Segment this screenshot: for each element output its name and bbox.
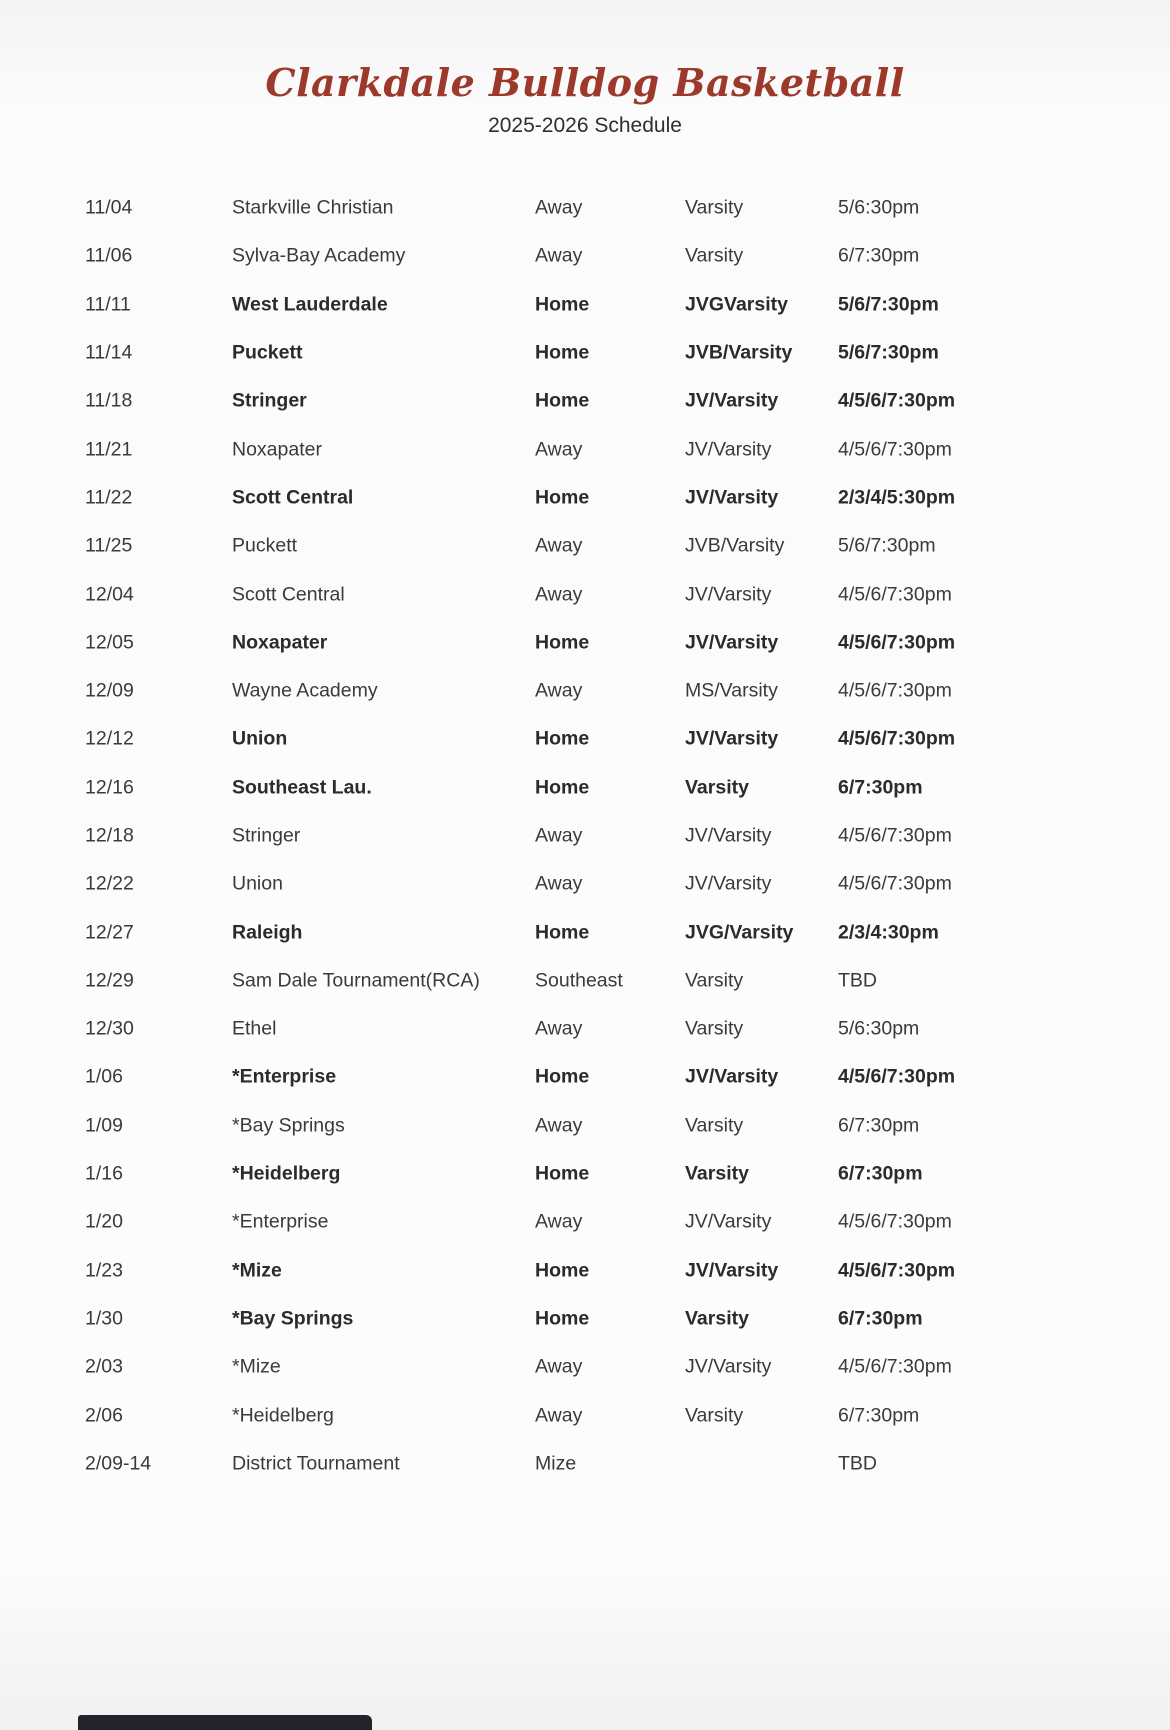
- game-level: JV/Varsity: [685, 438, 772, 461]
- game-location: Mize: [535, 1452, 577, 1475]
- game-time: 5/6/7:30pm: [838, 534, 936, 557]
- game-opponent: Raleigh: [232, 921, 303, 944]
- game-date: 11/06: [85, 244, 133, 267]
- game-opponent: Union: [232, 872, 283, 895]
- game-level: JV/Varsity: [685, 486, 779, 509]
- game-date: 11/11: [85, 293, 131, 316]
- game-opponent: District Tournament: [232, 1452, 400, 1475]
- game-opponent: Scott Central: [232, 583, 345, 606]
- game-time: 6/7:30pm: [838, 776, 923, 799]
- game-date: 12/27: [85, 921, 134, 944]
- game-date: 2/03: [85, 1355, 123, 1378]
- game-location: Away: [535, 872, 583, 895]
- game-date: 12/16: [85, 776, 134, 799]
- schedule-row: [0, 232, 1170, 280]
- game-location: Home: [535, 341, 590, 364]
- schedule-row: [0, 764, 1170, 812]
- game-location: Home: [535, 1259, 590, 1282]
- game-level: Varsity: [685, 1162, 749, 1185]
- game-opponent: Union: [232, 727, 288, 750]
- schedule-row: [0, 1391, 1170, 1439]
- game-opponent: Sylva-Bay Academy: [232, 244, 406, 267]
- game-time: 6/7:30pm: [838, 1307, 923, 1330]
- game-opponent: Southeast Lau.: [232, 776, 372, 799]
- bottom-edge-bar: [78, 1715, 372, 1730]
- game-level: Varsity: [685, 1307, 749, 1330]
- schedule-row: [0, 1295, 1170, 1343]
- game-opponent: Starkville Christian: [232, 196, 394, 219]
- game-date: 12/30: [85, 1017, 134, 1040]
- game-level: JV/Varsity: [685, 389, 779, 412]
- game-level: Varsity: [685, 196, 744, 219]
- schedule-row: [0, 1005, 1170, 1053]
- game-date: 11/14: [85, 341, 133, 364]
- game-time: 6/7:30pm: [838, 244, 920, 267]
- page-title: Clarkdale Bulldog Basketball: [265, 60, 905, 105]
- game-time: 2/3/4:30pm: [838, 921, 939, 944]
- schedule-row: [0, 1440, 1170, 1488]
- schedule-table: [0, 184, 1170, 1488]
- game-level: JVB/Varsity: [685, 534, 785, 557]
- game-date: 11/25: [85, 534, 133, 557]
- schedule-row: [0, 1198, 1170, 1246]
- game-date: 1/23: [85, 1259, 123, 1282]
- schedule-row: [0, 1102, 1170, 1150]
- game-date: 12/05: [85, 631, 134, 654]
- game-level: JVG/Varsity: [685, 921, 794, 944]
- game-opponent: Sam Dale Tournament(RCA): [232, 969, 480, 992]
- game-date: 2/06: [85, 1404, 123, 1427]
- game-opponent: Ethel: [232, 1017, 277, 1040]
- game-opponent: *Bay Springs: [232, 1114, 345, 1137]
- game-date: 11/22: [85, 486, 133, 509]
- game-time: 4/5/6/7:30pm: [838, 1210, 952, 1233]
- game-level: MS/Varsity: [685, 679, 778, 702]
- game-opponent: *Heidelberg: [232, 1162, 341, 1185]
- game-level: JV/Varsity: [685, 1259, 779, 1282]
- schedule-row: [0, 522, 1170, 570]
- game-date: 11/04: [85, 196, 133, 219]
- schedule-row: [0, 377, 1170, 425]
- game-date: 12/12: [85, 727, 134, 750]
- game-time: 4/5/6/7:30pm: [838, 1259, 956, 1282]
- game-location: Away: [535, 1114, 583, 1137]
- game-level: JV/Varsity: [685, 824, 772, 847]
- game-opponent: Stringer: [232, 389, 307, 412]
- schedule-row: [0, 908, 1170, 956]
- game-date: 1/30: [85, 1307, 123, 1330]
- game-opponent: *Mize: [232, 1259, 282, 1282]
- game-level: Varsity: [685, 1017, 744, 1040]
- game-level: JV/Varsity: [685, 631, 779, 654]
- game-time: 4/5/6/7:30pm: [838, 438, 952, 461]
- game-time: 4/5/6/7:30pm: [838, 583, 952, 606]
- game-location: Home: [535, 921, 590, 944]
- game-level: JVGVarsity: [685, 293, 788, 316]
- game-location: Home: [535, 631, 590, 654]
- game-time: 4/5/6/7:30pm: [838, 824, 952, 847]
- game-opponent: Noxapater: [232, 631, 328, 654]
- game-date: 12/09: [85, 679, 134, 702]
- game-level: Varsity: [685, 244, 744, 267]
- game-location: Away: [535, 679, 583, 702]
- schedule-row: [0, 1150, 1170, 1198]
- game-location: Home: [535, 1162, 590, 1185]
- game-level: JV/Varsity: [685, 727, 779, 750]
- game-location: Away: [535, 1210, 583, 1233]
- game-location: Away: [535, 438, 583, 461]
- schedule-row: [0, 570, 1170, 618]
- game-opponent: *Enterprise: [232, 1065, 337, 1088]
- schedule-row: [0, 281, 1170, 329]
- game-time: TBD: [838, 1452, 877, 1475]
- game-level: JV/Varsity: [685, 1355, 772, 1378]
- game-location: Away: [535, 583, 583, 606]
- game-date: 1/09: [85, 1114, 123, 1137]
- game-date: 12/18: [85, 824, 134, 847]
- game-date: 12/22: [85, 872, 134, 895]
- game-location: Home: [535, 1307, 590, 1330]
- schedule-row: [0, 812, 1170, 860]
- game-level: Varsity: [685, 1404, 744, 1427]
- game-opponent: *Heidelberg: [232, 1404, 334, 1427]
- game-date: 2/09-14: [85, 1452, 152, 1475]
- game-opponent: Puckett: [232, 341, 303, 364]
- schedule-row: [0, 329, 1170, 377]
- game-date: 1/16: [85, 1162, 123, 1185]
- schedule-row: [0, 1053, 1170, 1101]
- game-time: 5/6/7:30pm: [838, 341, 939, 364]
- page-subtitle: 2025-2026 Schedule: [488, 114, 682, 137]
- game-opponent: Stringer: [232, 824, 301, 847]
- game-level: JV/Varsity: [685, 583, 772, 606]
- game-date: 12/29: [85, 969, 134, 992]
- game-location: Away: [535, 824, 583, 847]
- schedule-row: [0, 184, 1170, 232]
- game-level: JV/Varsity: [685, 1065, 779, 1088]
- game-opponent: Puckett: [232, 534, 298, 557]
- game-date: 12/04: [85, 583, 134, 606]
- schedule-row: [0, 1343, 1170, 1391]
- game-time: 4/5/6/7:30pm: [838, 631, 956, 654]
- game-time: 6/7:30pm: [838, 1162, 923, 1185]
- game-level: Varsity: [685, 776, 749, 799]
- game-opponent: *Enterprise: [232, 1210, 329, 1233]
- game-time: 5/6:30pm: [838, 1017, 920, 1040]
- game-time: 4/5/6/7:30pm: [838, 679, 952, 702]
- schedule-row: [0, 619, 1170, 667]
- game-opponent: Noxapater: [232, 438, 322, 461]
- game-location: Away: [535, 1355, 583, 1378]
- game-time: 4/5/6/7:30pm: [838, 1065, 956, 1088]
- game-level: JVB/Varsity: [685, 341, 793, 364]
- game-time: 5/6:30pm: [838, 196, 920, 219]
- game-time: 6/7:30pm: [838, 1114, 920, 1137]
- game-location: Away: [535, 1017, 583, 1040]
- game-opponent: West Lauderdale: [232, 293, 388, 316]
- game-location: Away: [535, 534, 583, 557]
- schedule-row: [0, 1247, 1170, 1295]
- schedule-row: [0, 860, 1170, 908]
- game-location: Southeast: [535, 969, 623, 992]
- game-level: Varsity: [685, 1114, 744, 1137]
- schedule-row: [0, 474, 1170, 522]
- schedule-row: [0, 957, 1170, 1005]
- schedule-row: [0, 425, 1170, 473]
- game-time: 2/3/4/5:30pm: [838, 486, 956, 509]
- game-time: 4/5/6/7:30pm: [838, 389, 956, 412]
- game-opponent: Scott Central: [232, 486, 354, 509]
- game-time: 4/5/6/7:30pm: [838, 1355, 952, 1378]
- game-level: JV/Varsity: [685, 1210, 772, 1233]
- game-location: Away: [535, 244, 583, 267]
- game-time: TBD: [838, 969, 877, 992]
- game-time: 4/5/6/7:30pm: [838, 872, 952, 895]
- game-opponent: *Mize: [232, 1355, 281, 1378]
- game-opponent: *Bay Springs: [232, 1307, 354, 1330]
- game-location: Away: [535, 1404, 583, 1427]
- game-date: 1/20: [85, 1210, 123, 1233]
- game-date: 1/06: [85, 1065, 123, 1088]
- game-date: 11/18: [85, 389, 133, 412]
- game-location: Home: [535, 293, 590, 316]
- game-location: Home: [535, 389, 590, 412]
- game-location: Home: [535, 727, 590, 750]
- game-level: JV/Varsity: [685, 872, 772, 895]
- game-time: 6/7:30pm: [838, 1404, 920, 1427]
- game-location: Home: [535, 486, 590, 509]
- game-location: Away: [535, 196, 583, 219]
- schedule-row: [0, 667, 1170, 715]
- game-time: 4/5/6/7:30pm: [838, 727, 956, 750]
- game-opponent: Wayne Academy: [232, 679, 378, 702]
- game-time: 5/6/7:30pm: [838, 293, 939, 316]
- game-level: Varsity: [685, 969, 744, 992]
- game-location: Home: [535, 1065, 590, 1088]
- game-date: 11/21: [85, 438, 133, 461]
- game-location: Home: [535, 776, 590, 799]
- schedule-row: [0, 715, 1170, 763]
